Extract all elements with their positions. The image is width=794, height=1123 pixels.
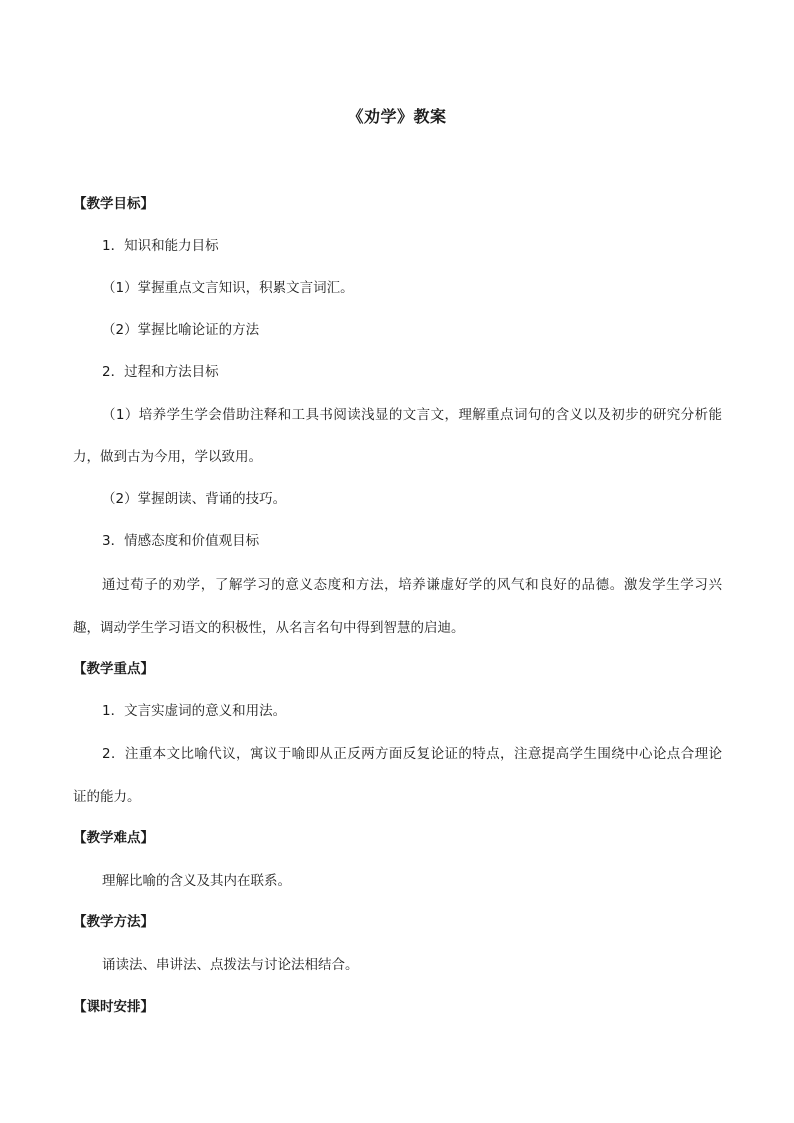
section-heading-goals: 【教学目标】 [73,196,154,212]
document-title: 《劝学》教案 [347,107,447,126]
goal-1-a: （1）掌握重点文言知识，积累文言词汇。 [102,280,354,296]
key-point-2-line-2: 证的能力。 [73,789,141,805]
section-heading-schedule: 【课时安排】 [73,999,154,1015]
method-1: 诵读法、串讲法、点拨法与讨论法相结合。 [102,957,359,973]
goal-3: 3．情感态度和价值观目标 [102,533,260,549]
section-heading-methods: 【教学方法】 [73,914,154,930]
goal-1-b: （2）掌握比喻论证的方法 [102,322,260,338]
goal-2-a-line-1: （1）培养学生学会借助注释和工具书阅读浅显的文言文，理解重点词句的含义以及初步的研究分析能 [102,407,722,423]
goal-2: 2．过程和方法目标 [102,364,219,380]
goal-1: 1．知识和能力目标 [102,238,219,254]
goal-2-a-line-2: 力，做到古为今用，学以致用。 [73,449,262,465]
goal-3-line-1: 通过荀子的劝学，了解学习的意义态度和方法，培养谦虚好学的风气和良好的品德。激发学生学习兴 [102,577,722,593]
goal-2-b: （2）掌握朗读、背诵的技巧。 [102,491,287,507]
key-point-1: 1．文言实虚词的意义和用法。 [102,703,287,719]
section-heading-key-points: 【教学重点】 [73,661,154,677]
section-heading-difficulties: 【教学难点】 [73,830,154,846]
difficulty-1: 理解比喻的含义及其内在联系。 [102,873,291,889]
goal-3-line-2: 趣，调动学生学习语文的积极性，从名言名句中得到智慧的启迪。 [73,620,465,636]
key-point-2-line-1: 2．注重本文比喻代议，寓议于喻即从正反两方面反复论证的特点，注意提高学生围绕中心论点合理论 [102,746,722,762]
